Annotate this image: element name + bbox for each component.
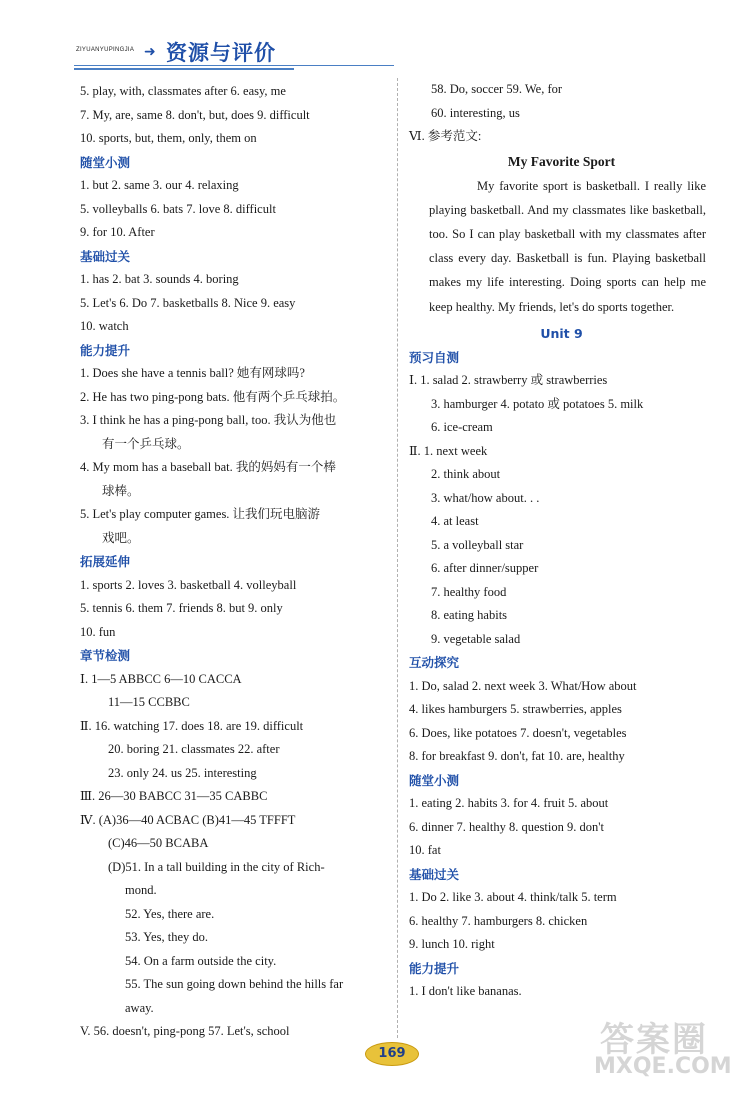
section-heading: 基础过关 [409, 866, 460, 882]
page-number: 169 [365, 1042, 419, 1066]
answer-line: 8. for breakfast 9. don't, fat 10. are, healthy [409, 749, 625, 764]
answer-line: Ⅰ. 1—5 ABBCC 6—10 CACCA [80, 671, 242, 686]
answer-line: 5. tennis 6. them 7. friends 8. but 9. only [80, 601, 283, 615]
page-header [74, 34, 394, 70]
answer-line: 5. volleyballs 6. bats 7. love 8. difficult [80, 201, 276, 216]
answer-line: 4. at least [431, 514, 479, 529]
answer-line: (D)51. In a tall building in the city of Rich- [108, 859, 325, 874]
essay-body: My favorite sport is basketball. I really like playing basketball. And my classmates like basketball, too. So I can play basketball with my classmates after class every day. Basketball is fun. Playing basketball makes my life interesting. Doing sports can help me keep healthy. My friends, let's do sports together. [429, 178, 706, 314]
section-heading: 基础过关 [80, 248, 131, 264]
answer-line: 1. eating 2. habits 3. for 4. fruit 5. about [409, 796, 609, 811]
answer-line: 10. fat [409, 843, 441, 858]
essay-title: My Favorite Sport [507, 153, 616, 169]
answer-line: mond. [125, 883, 157, 897]
answer-line: 55. The sun going down behind the hills far [125, 977, 344, 991]
answer-line: 10. fun [80, 624, 116, 639]
right-column-bottom [409, 346, 714, 1004]
watermark-cn: 答案圈 [600, 1020, 708, 1060]
right-column-top [409, 78, 714, 149]
section-heading: 拓展延伸 [80, 554, 131, 569]
answer-line: 1. Do 2. like 3. about 4. think/talk 5. term [409, 890, 617, 905]
answer-line: 3. what/how about. . . [431, 490, 540, 505]
header-rule [74, 65, 394, 66]
answer-line: 10. watch [80, 319, 129, 333]
answer-line: Ⅱ. 1. next week [409, 443, 488, 458]
answer-line: 1. Does she have a tennis ball? 她有网球吗? [80, 366, 305, 380]
answer-line: Ⅳ. (A)36—40 ACBAC (B)41—45 TFFFT [80, 812, 296, 827]
answer-line: 5. Let's play computer games. 让我们玩电脑游 [80, 507, 321, 521]
answer-line: 9. lunch 10. right [409, 937, 495, 952]
answer-line: 6. Does, like potatoes 7. doesn't, vegetables [409, 725, 627, 740]
answer-line: 7. healthy food [431, 584, 507, 599]
answer-line: 8. eating habits [431, 608, 508, 623]
column-divider [397, 78, 398, 1038]
watermark-en: MXQE.COM [594, 1054, 732, 1079]
section-heading: 能力提升 [409, 960, 460, 976]
section-heading: 能力提升 [80, 342, 131, 358]
answer-line: 52. Yes, there are. [125, 906, 215, 921]
answer-line: Ⅰ. 1. salad 2. strawberry 或 strawberries [409, 373, 608, 388]
header-title: 资源与评价 [166, 41, 276, 65]
answer-line: 4. likes hamburgers 5. strawberries, apples [409, 702, 622, 717]
unit-title: Unit 9 [540, 325, 583, 341]
section-heading: 章节检测 [80, 648, 131, 663]
answer-line: 60. interesting, us [431, 105, 520, 120]
answer-line: 1. Do, salad 2. next week 3. What/How about [409, 678, 637, 693]
answer-line: 5. play, with, classmates after 6. easy, me [80, 84, 286, 98]
answer-line: 1. but 2. same 3. our 4. relaxing [80, 178, 239, 192]
answer-line: 58. Do, soccer 59. We, for [431, 82, 563, 96]
answer-line: 6. after dinner/supper [431, 561, 539, 576]
answer-line: 球棒。 [102, 483, 140, 498]
section-heading: 随堂小测 [409, 772, 460, 788]
answer-line: 11—15 CCBBC [108, 695, 190, 709]
answer-line: 9. for 10. After [80, 225, 155, 239]
answer-line: 1. I don't like bananas. [409, 984, 522, 999]
left-column [80, 80, 390, 1044]
answer-line: 5. Let's 6. Do 7. basketballs 8. Nice 9. easy [80, 295, 296, 310]
answer-line: (C)46—50 BCABA [108, 836, 209, 850]
answer-line: 9. vegetable salad [431, 631, 521, 646]
answer-line: 10. sports, but, them, only, them on [80, 131, 257, 145]
answer-line: 4. My mom has a baseball bat. 我的妈妈有一个棒 [80, 460, 336, 474]
answer-line: Ⅵ. 参考范文: [409, 129, 482, 143]
answer-line: 7. My, are, same 8. don't, but, does 9. difficult [80, 107, 310, 122]
answer-line: 6. ice-cream [431, 420, 493, 435]
answer-line: 1. sports 2. loves 3. basketball 4. volleyball [80, 577, 297, 592]
answer-line: 5. a volleyball star [431, 537, 524, 552]
header-rule-thick [74, 68, 294, 70]
answer-line: 戏吧。 [102, 530, 140, 545]
answer-line: 2. He has two ping-pong bats. 他有两个乒乓球拍。 [80, 389, 346, 404]
header-pinyin: ZIYUANYUPINGJIA [76, 47, 135, 53]
answer-line: 20. boring 21. classmates 22. after [108, 742, 280, 756]
answer-line: V. 56. doesn't, ping-pong 57. Let's, school [80, 1024, 290, 1038]
answer-line: Ⅲ. 26—30 BABCC 31—35 CABBC [80, 789, 268, 803]
arrow-icon: ➜ [144, 44, 156, 60]
answer-line: away. [125, 1000, 154, 1015]
answer-line: 6. healthy 7. hamburgers 8. chicken [409, 913, 588, 928]
answer-line: Ⅱ. 16. watching 17. does 18. are 19. difficult [80, 718, 304, 733]
section-heading: 随堂小测 [80, 154, 131, 170]
section-heading: 预习自测 [409, 349, 460, 365]
answer-line: 3. I think he has a ping-pong ball, too. 我认为他也 [80, 413, 337, 427]
answer-line: 1. has 2. bat 3. sounds 4. boring [80, 272, 239, 286]
answer-line: 有一个乒乓球。 [102, 436, 190, 451]
answer-line: 54. On a farm outside the city. [125, 953, 277, 968]
right-column [409, 78, 714, 1004]
answer-line: 6. dinner 7. healthy 8. question 9. don't [409, 819, 604, 834]
answer-line: 3. hamburger 4. potato 或 potatoes 5. milk [431, 396, 644, 411]
answer-line: 2. think about [431, 467, 501, 482]
watermark-logo [594, 1010, 734, 1082]
answer-line: 23. only 24. us 25. interesting [108, 765, 257, 780]
section-heading: 互动探究 [409, 655, 460, 671]
answer-line: 53. Yes, they do. [125, 930, 208, 944]
